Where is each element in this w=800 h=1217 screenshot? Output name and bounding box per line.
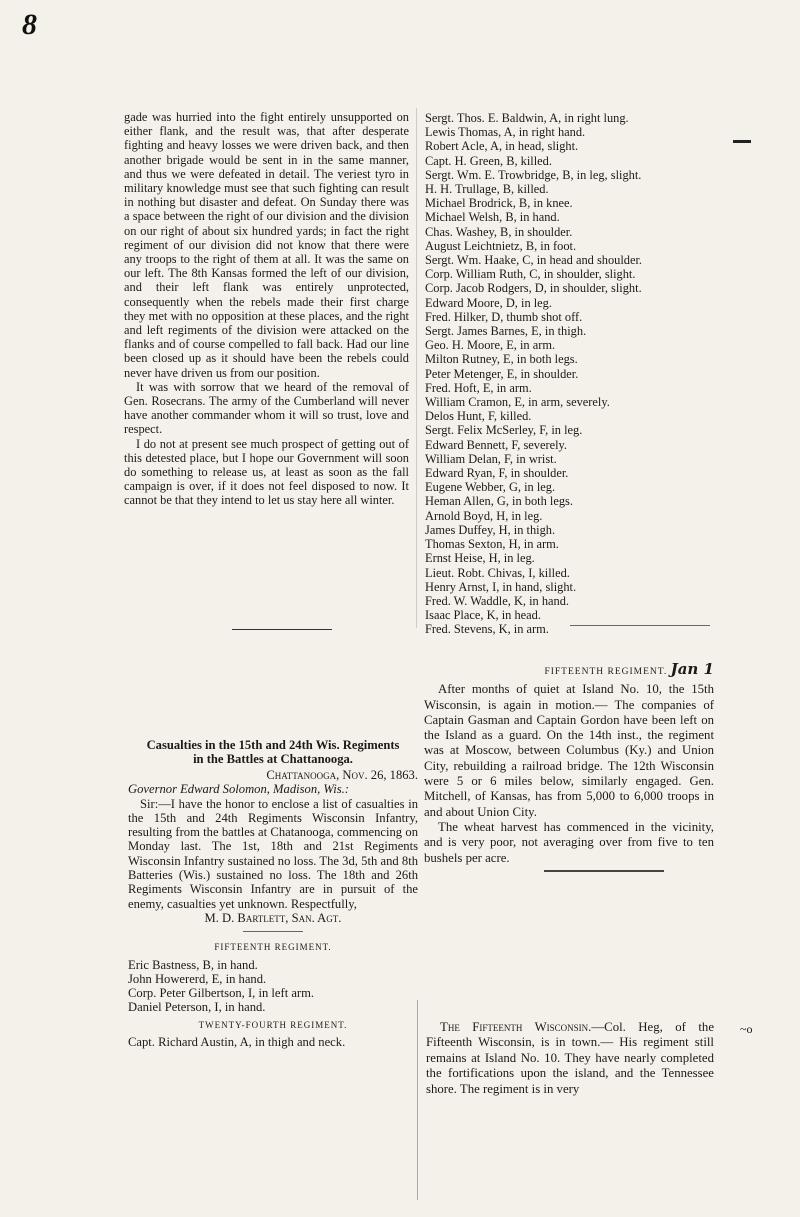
article-signature: M. D. Bartlett, San. Agt. bbox=[204, 910, 342, 925]
list-item: Corp. Peter Gilbertson, I, in left arm. bbox=[128, 986, 315, 1001]
clipping-body: —Col. Heg, of the Fifteenth Wisconsin, is in town.— His regiment still remains at Island No. 10. They have nearly completed the fortifications upon the island, and the Tennessee shore. The regiment is in very bbox=[426, 1020, 715, 1096]
twentyfourth-heading: TWENTY-FOURTH REGIMENT. bbox=[198, 1019, 348, 1030]
list-item: Corp. Jacob Rodgers, D, in shoulder, slight. bbox=[425, 281, 642, 296]
list-item: Sergt. James Barnes, E, in thigh. bbox=[425, 324, 587, 339]
fifteenth-heading: FIFTEENTH REGIMENT. bbox=[214, 942, 332, 953]
clipping-text bbox=[426, 1020, 714, 1097]
list-item: Lewis Thomas, A, in right hand. bbox=[425, 125, 586, 140]
list-item: Michael Brodrick, B, in knee. bbox=[425, 196, 573, 211]
article-body: Sir:—I have the honor to enclose a list of casualties in the 15th and 24th Regiments Wisconsin Infantry, resulting from the battles at Chatanooga, commencing on Monday last. The 1st, 18th and 21st Regiments Wisconsin Infantry sustained no loss. The 3d, 5th and 8th Batteries (Wis.) sustained no loss. The 18th and 26th Regiments Wisconsin Infantry are in pursuit of the enemy, casualties yet unknown. Respectfully, bbox=[128, 796, 418, 911]
letter-paragraph: I do not at present see much prospect of getting out of this detested place, but I hope our Government will soon do something to release us, at least as soon as the fall campaign is over, if it does not feel disposed to now. It cannot be that they intend to let us stay here all winter. bbox=[124, 436, 409, 508]
clipping-lead: The Fifteenth Wisconsin. bbox=[440, 1020, 592, 1034]
list-item: Thomas Sexton, H, in arm. bbox=[425, 537, 559, 552]
casualties-article bbox=[128, 738, 418, 1049]
list-item: Corp. William Ruth, C, in shoulder, slight. bbox=[425, 267, 636, 282]
clipping-heading bbox=[424, 662, 714, 680]
article-divider bbox=[243, 931, 303, 932]
letter-continuation bbox=[124, 110, 409, 508]
casualty-list bbox=[425, 111, 725, 637]
letter-paragraph: gade was hurried into the fight entirely unsupported on either flank, and the result was, that after desperate fighting and heavy losses we were driven back, and then another brigade would be sent in in the same manner, and thus we were defeated in detail. The veriest tyro in military knowledge must see that such fighting can result in nothing but disaster and defeat. On Sunday there was a space between the right of our division and the division on our right of about six hundred yards; in fact the right regiment of our division did not know that there were any troops to the right of them at all. It was the same on our left. The 8th Kansas formed the left of our division, and their left flank was entirely unprotected, consequently when the rebels made their first charge they met with no opposition at these places, and the right and left regiments of the division were attacked on the flanks and of course compelled to fall back. Had our line been closed up as it should have been the rebels could never have driven us from our position. bbox=[124, 110, 409, 380]
margin-dash bbox=[733, 140, 751, 143]
clipping-heading-text: FIFTEENTH REGIMENT. bbox=[544, 667, 668, 677]
column-divider bbox=[416, 108, 417, 628]
letter-paragraph: It was with sorrow that we heard of the removal of Gen. Rosecrans. The army of the Cumberland will never have another commander whom it will so trust, love and respect. bbox=[124, 379, 409, 437]
list-item: Sergt. Wm. Haake, C, in head and shoulder. bbox=[425, 253, 643, 268]
list-item: Milton Rutney, E, in both legs. bbox=[425, 352, 578, 367]
clipping-end-rule bbox=[544, 870, 664, 872]
list-item: James Duffey, H, in thigh. bbox=[425, 522, 556, 537]
list-item: John Howererd, E, in hand. bbox=[128, 971, 267, 986]
fifteenth-regiment-clipping bbox=[424, 662, 714, 872]
list-item: Edward Moore, D, in leg. bbox=[425, 295, 552, 310]
list-item: Capt. H. Green, B, killed. bbox=[425, 153, 552, 168]
list-item: Fred. Hoft, E, in arm. bbox=[425, 380, 532, 395]
column-divider-bottom bbox=[417, 1000, 418, 1200]
list-item: Edward Ryan, F, in shoulder. bbox=[425, 466, 569, 481]
column-end-rule bbox=[570, 625, 710, 626]
article-headline: Casualties in the 15th and 24th Wis. Regiments bbox=[146, 738, 400, 752]
list-item: Delos Hunt, F, killed. bbox=[425, 409, 532, 424]
article-salutation: Governor Edward Solomon, Madison, Wis.: bbox=[128, 782, 349, 797]
dateline-text: Chattanooga, Nov. 26, 1863. bbox=[266, 768, 418, 782]
column-end-rule bbox=[232, 629, 332, 630]
list-item: Michael Welsh, B, in hand. bbox=[425, 210, 560, 225]
list-item: Sergt. Wm. E. Trowbridge, B, in leg, slight. bbox=[425, 167, 642, 182]
list-item: Isaac Place, K, in head. bbox=[425, 608, 541, 623]
clipping-paragraph: After months of quiet at Island No. 10, the 15th Wisconsin, is again in motion.— The companies of Captain Gasman and Captain Gordon have been left on the Island as a guard. On the 14th inst., the regiment was at Moscow, between Columbus (Ky.) and Union City, rebuilding a railroad bridge. The 12th Wisconsin were 5 or 6 miles below, similarly engaged. Gen. Mitchell, of Kansas, has from 5,000 to 6,000 troops in and about Union City. bbox=[424, 682, 714, 819]
article-dateline bbox=[128, 768, 418, 782]
list-item: Heman Allen, G, in both legs. bbox=[425, 494, 573, 509]
list-item: August Leichtnietz, B, in foot. bbox=[425, 238, 577, 253]
list-item: Edward Bennett, F, severely. bbox=[425, 437, 568, 452]
list-item: William Delan, F, in wrist. bbox=[425, 451, 557, 466]
list-item: Capt. Richard Austin, A, in thigh and neck. bbox=[128, 1035, 346, 1050]
handwritten-note: Jan 1 bbox=[670, 660, 714, 678]
list-item: Eric Bastness, B, in hand. bbox=[128, 957, 258, 972]
margin-mark: ~o bbox=[740, 1022, 753, 1036]
list-item: Geo. H. Moore, E, in arm. bbox=[425, 338, 556, 353]
list-item: Chas. Washey, B, in shoulder. bbox=[425, 224, 573, 239]
list-item: William Cramon, E, in arm, severely. bbox=[425, 395, 610, 410]
list-item: Sergt. Felix McSerley, F, in leg. bbox=[425, 423, 583, 438]
list-item: Peter Metenger, E, in shoulder. bbox=[425, 366, 579, 381]
list-item: Fred. W. Waddle, K, in hand. bbox=[425, 593, 570, 608]
list-item: Daniel Peterson, I, in hand. bbox=[128, 1000, 266, 1015]
clipping-paragraph: The wheat harvest has commenced in the vicinity, and is very poor, not averaging over from five to ten bushels per acre. bbox=[424, 819, 714, 865]
list-item: Ernst Heise, H, in leg. bbox=[425, 551, 535, 566]
list-item: Sergt. Thos. E. Baldwin, A, in right lung. bbox=[425, 111, 629, 125]
list-item: Lieut. Robt. Chivas, I, killed. bbox=[425, 565, 570, 580]
list-item: H. H. Trullage, B, killed. bbox=[425, 182, 549, 197]
page-number: 8 bbox=[22, 8, 37, 41]
list-item: Fred. Stevens, K, in arm. bbox=[425, 622, 549, 637]
fifteenth-wisconsin-clipping bbox=[426, 1020, 714, 1097]
list-item: Henry Arnst, I, in hand, slight. bbox=[425, 579, 577, 594]
article-headline-line-2: in the Battles at Chattanooga. bbox=[193, 752, 353, 766]
list-item: Eugene Webber, G, in leg. bbox=[425, 480, 556, 495]
list-item: Robert Acle, A, in head, slight. bbox=[425, 139, 579, 154]
list-item: Fred. Hilker, D, thumb shot off. bbox=[425, 309, 583, 324]
list-item: Arnold Boyd, H, in leg. bbox=[425, 508, 543, 523]
